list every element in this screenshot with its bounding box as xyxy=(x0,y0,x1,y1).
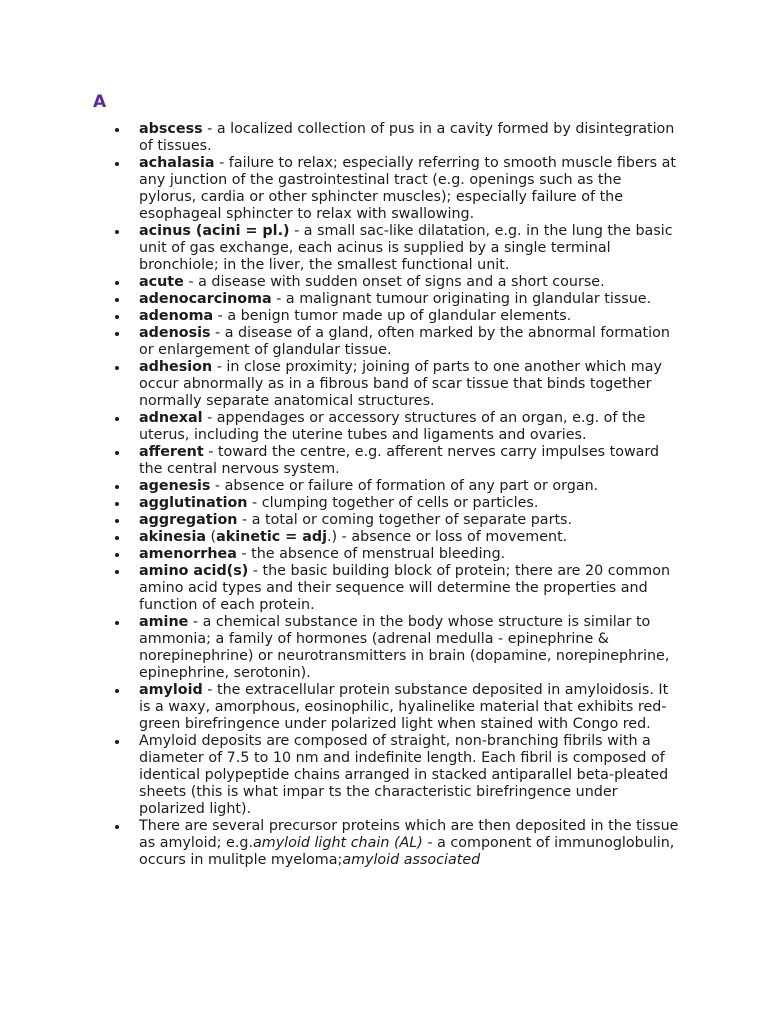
list-item xyxy=(139,546,679,563)
glossary-definition: - a malignant tumour originating in glandular tissue. xyxy=(271,291,652,307)
glossary-note-continued: - a component of immunoglobulin, occurs in mulitple myeloma; xyxy=(139,835,675,868)
glossary-term: acute xyxy=(139,274,184,290)
glossary-term: adenoma xyxy=(139,308,214,324)
glossary-definition: - a disease with sudden onset of signs and a short course. xyxy=(183,274,605,290)
list-item xyxy=(139,410,679,444)
glossary-term-adjective: akinetic = adj xyxy=(216,529,327,545)
glossary-list xyxy=(139,121,679,869)
list-item xyxy=(139,121,679,155)
list-item xyxy=(139,818,679,869)
glossary-definition: - a total or coming together of separate parts. xyxy=(237,512,573,528)
glossary-definition: - a disease of a gland, often marked by the abnormal formation or enlargement of glandular tissue. xyxy=(139,325,670,358)
list-item xyxy=(139,223,679,274)
list-item xyxy=(139,274,679,291)
list-item xyxy=(139,682,679,733)
section-heading: A xyxy=(93,92,107,112)
glossary-definition: - appendages or accessory structures of an organ, e.g. of the uterus, including the uterine tubes and ligaments and ovaries. xyxy=(139,410,646,443)
glossary-definition: - clumping together of cells or particles. xyxy=(247,495,539,511)
glossary-term: acinus (acini = pl.) xyxy=(139,223,290,239)
glossary-paren: ( xyxy=(206,529,217,545)
glossary-term: afferent xyxy=(139,444,204,460)
glossary-definition: - absence or failure of formation of any part or organ. xyxy=(210,478,599,494)
glossary-definition: - failure to relax; especially referring to smooth muscle fibers at any junction of the gastrointestinal tract (e.g. openings such as the pylorus, cardia or other sphincter muscles); especially failure of the esophageal sphincter to relax with swallowing. xyxy=(139,155,677,222)
list-item xyxy=(139,614,679,682)
glossary-term: amenorrhea xyxy=(139,546,237,562)
glossary-term: amine xyxy=(139,614,189,630)
glossary-definition: - a localized collection of pus in a cavity formed by disintegration of tissues. xyxy=(139,121,675,154)
glossary-definition: - the basic building block of protein; there are 20 common amino acid types and their sequence will determine the properties and function of each protein. xyxy=(139,563,671,613)
glossary-term: agglutination xyxy=(139,495,248,511)
glossary-term: adnexal xyxy=(139,410,203,426)
list-item xyxy=(139,563,679,614)
glossary-note: There are several precursor proteins which are then deposited in the tissue as amyloid; e.g. xyxy=(139,818,679,851)
glossary-term: adenocarcinoma xyxy=(139,291,272,307)
glossary-definition: - a chemical substance in the body whose structure is similar to ammonia; a family of hormones (adrenal medulla - epinephrine & norepinephrine) or neurotransmitters in brain (dopamine, norepinephrine, epinephrine, serotonin). xyxy=(139,614,670,681)
list-item xyxy=(139,308,679,325)
glossary-term: adhesion xyxy=(139,359,213,375)
glossary-term: akinesia xyxy=(139,529,206,545)
list-item xyxy=(139,291,679,308)
list-item xyxy=(139,529,679,546)
glossary-definition: - toward the centre, e.g. afferent nerves carry impulses toward the central nervous system. xyxy=(139,444,660,477)
list-item xyxy=(139,495,679,512)
glossary-definition: .) - absence or loss of movement. xyxy=(326,529,568,545)
glossary-definition: - a benign tumor made up of glandular elements. xyxy=(213,308,572,324)
list-item xyxy=(139,478,679,495)
glossary-italic-term: amyloid light chain (AL) xyxy=(253,835,423,851)
glossary-definition: - a small sac-like dilatation, e.g. in the lung the basic unit of gas exchange, each acinus is supplied by a single terminal bronchiole; in the liver, the smallest functional unit. xyxy=(139,223,673,273)
glossary-term: amyloid xyxy=(139,682,203,698)
list-item xyxy=(139,325,679,359)
glossary-definition: - in close proximity; joining of parts to one another which may occur abnormally as in a fibrous band of scar tissue that binds together normally separate anatomical structures. xyxy=(139,359,662,409)
list-item xyxy=(139,512,679,529)
glossary-term: abscess xyxy=(139,121,203,137)
glossary-italic-term: amyloid associated xyxy=(342,852,481,868)
list-item xyxy=(139,733,679,818)
glossary-note: Amyloid deposits are composed of straight, non-branching fibrils with a diameter of 7.5 to 10 nm and indefinite length. Each fibril is composed of identical polypeptide chains arranged in stacked antiparallel beta-pleated sheets (this is what impar ts the characteristic birefringence under polarized light). xyxy=(139,733,669,817)
glossary-term: aggregation xyxy=(139,512,238,528)
glossary-definition: - the extracellular protein substance deposited in amyloidosis. It is a waxy, amorphous, eosinophilic, hyalinelike material that exhibits red-green birefringence under polarized light when stained with Congo red. xyxy=(139,682,669,732)
list-item xyxy=(139,359,679,410)
list-item xyxy=(139,155,679,223)
list-item xyxy=(139,444,679,478)
glossary-definition: - the absence of menstrual bleeding. xyxy=(236,546,506,562)
glossary-term: agenesis xyxy=(139,478,211,494)
glossary-term: adenosis xyxy=(139,325,211,341)
glossary-term: achalasia xyxy=(139,155,215,171)
glossary-term: amino acid(s) xyxy=(139,563,249,579)
